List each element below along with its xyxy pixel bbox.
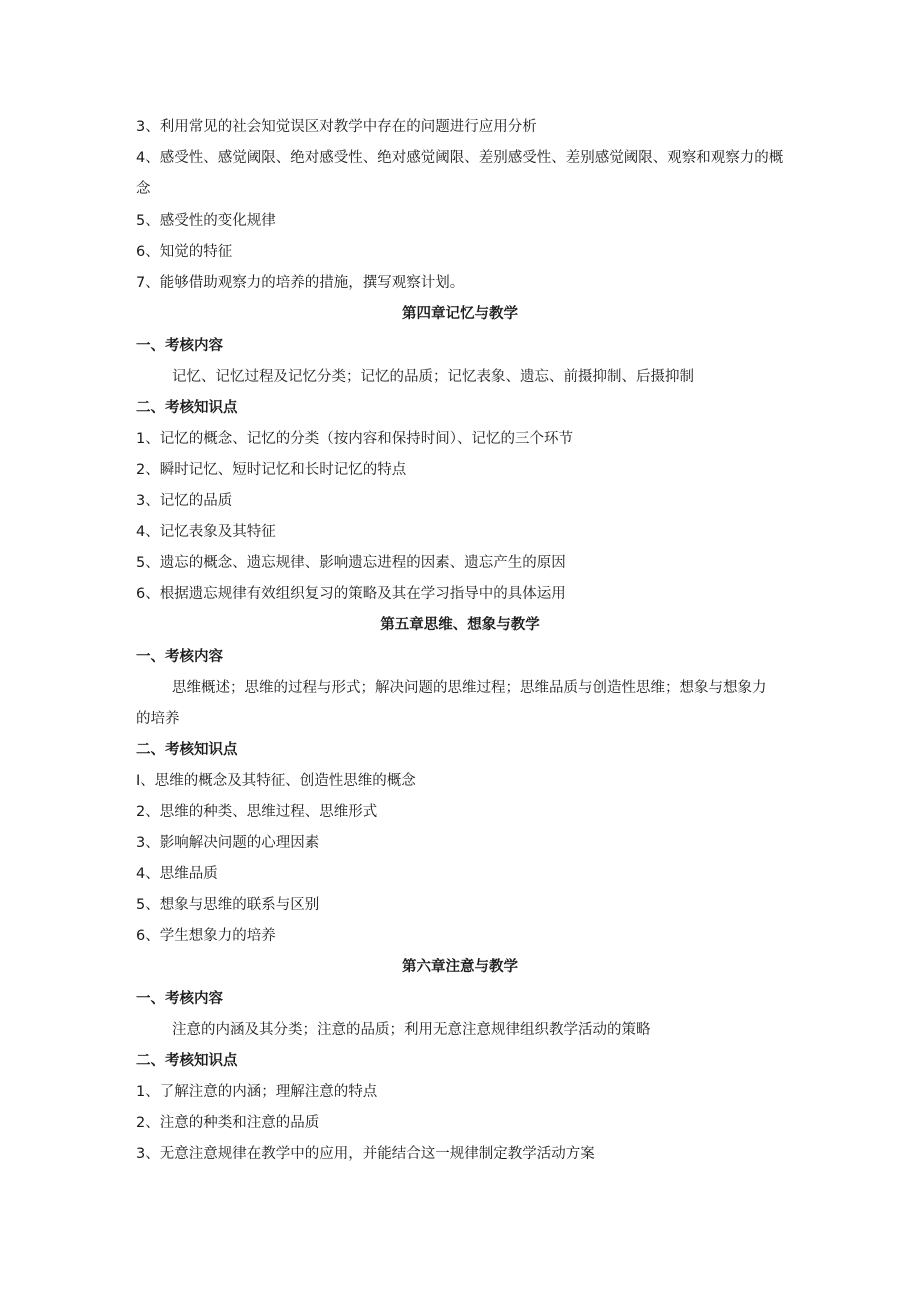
list-item: 5、遗忘的概念、遗忘规律、影响遗忘进程的因素、遗忘产生的原因	[136, 555, 566, 571]
section-heading: 二、考核知识点	[136, 1053, 238, 1069]
section-content: 注意的内涵及其分类；注意的品质；利用无意注意规律组织教学活动的策略	[172, 1022, 651, 1038]
list-item: 6、知觉的特征	[136, 244, 233, 260]
chapter-title: 第五章思维、想象与教学	[380, 617, 540, 633]
list-item: 2、注意的种类和注意的品质	[136, 1115, 320, 1131]
list-item: 1、记忆的概念、记忆的分类（按内容和保持时间）、记忆的三个环节	[136, 431, 573, 447]
list-item: 7、能够借助观察力的培养的措施，撰写观察计划。	[136, 275, 465, 291]
list-item: 4、感受性、感觉阈限、绝对感受性、绝对感觉阈限、差别感受性、差别感觉阈限、观察和观察力的概念	[136, 150, 784, 197]
list-item: 1、了解注意的内涵；理解注意的特点	[136, 1084, 378, 1100]
section-heading: 一、考核内容	[136, 338, 223, 354]
section-heading: 一、考核内容	[136, 649, 223, 665]
list-item: 3、影响解决问题的心理因素	[136, 835, 320, 851]
list-item: 2、思维的种类、思维过程、思维形式	[136, 804, 378, 820]
section-heading: 一、考核内容	[136, 991, 223, 1007]
list-item: 5、感受性的变化规律	[136, 213, 276, 229]
list-item: 6、根据遗忘规律有效组织复习的策略及其在学习指导中的具体运用	[136, 586, 566, 602]
list-item: 5、想象与思维的联系与区别	[136, 897, 320, 913]
list-item: 3、利用常见的社会知觉误区对教学中存在的问题进行应用分析	[136, 119, 537, 135]
list-item: 4、思维品质	[136, 866, 218, 882]
list-item: 3、记忆的品质	[136, 493, 233, 509]
list-item: 3、无意注意规律在教学中的应用，并能结合这一规律制定教学活动方案	[136, 1146, 595, 1162]
chapter-title: 第四章记忆与教学	[402, 306, 518, 322]
section-content: 记忆、记忆过程及记忆分类；记忆的品质；记忆表象、遗忘、前摄抑制、后摄抑制	[172, 369, 694, 385]
section-heading: 二、考核知识点	[136, 400, 238, 416]
list-item: 2、瞬时记忆、短时记忆和长时记忆的特点	[136, 462, 407, 478]
list-item: 4、记忆表象及其特征	[136, 524, 276, 540]
list-item: I、思维的概念及其特征、创造性思维的概念	[136, 773, 416, 789]
chapter-title: 第六章注意与教学	[402, 959, 518, 975]
list-item: 6、学生想象力的培养	[136, 928, 276, 944]
section-heading: 二、考核知识点	[136, 742, 238, 758]
section-content: 思维概述；思维的过程与形式；解决问题的思维过程；思维品质与创造性思维；想象与想象力的培养	[136, 680, 767, 727]
